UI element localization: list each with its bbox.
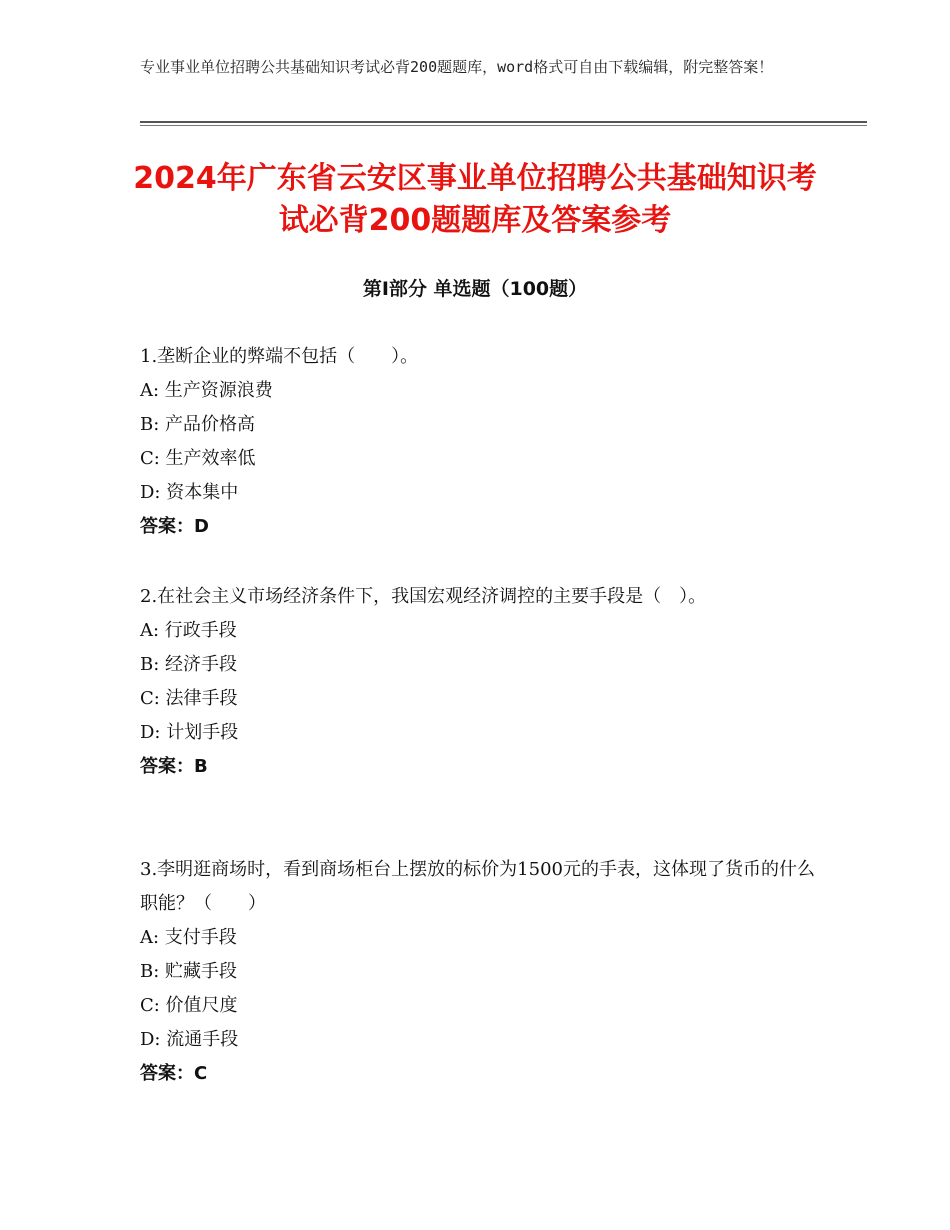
- option-c: C: 法律手段: [140, 688, 238, 709]
- question-block: [140, 340, 820, 544]
- header-divider-thick: [140, 121, 867, 123]
- option-c: C: 生产效率低: [140, 448, 256, 469]
- option-d: D: 计划手段: [140, 722, 239, 743]
- answer-line: 答案：B: [140, 756, 208, 777]
- option-a: A: 行政手段: [140, 620, 237, 641]
- option-a: A: 支付手段: [140, 927, 237, 948]
- question-stem: 1.垄断企业的弊端不包括（ ）。: [140, 346, 419, 367]
- document-title: 2024年广东省云安区事业单位招聘公共基础知识考试必背200题题库及答案参考: [133, 161, 817, 238]
- option-d: D: 资本集中: [140, 482, 239, 503]
- answer-line: 答案：C: [140, 1063, 208, 1084]
- question-block: [140, 853, 820, 1091]
- option-b: B: 产品价格高: [140, 414, 256, 435]
- option-c: C: 价值尺度: [140, 995, 238, 1016]
- question-block: [140, 580, 820, 784]
- option-b: B: 贮藏手段: [140, 961, 238, 982]
- answer-line: 答案：D: [140, 516, 209, 537]
- question-stem: 3.李明逛商场时，看到商场柜台上摆放的标价为1500元的手表，这体现了货币的什么职能？（ ）: [140, 859, 815, 914]
- header-divider-thin: [140, 125, 867, 126]
- option-a: A: 生产资源浪费: [140, 380, 273, 401]
- question-stem: 2.在社会主义市场经济条件下，我国宏观经济调控的主要手段是（ ）。: [140, 586, 707, 607]
- option-b: B: 经济手段: [140, 654, 238, 675]
- option-d: D: 流通手段: [140, 1029, 239, 1050]
- header-note: 专业事业单位招聘公共基础知识考试必背200题题库，word格式可自由下载编辑，附完整答案！: [140, 58, 774, 76]
- section-heading: 第Ⅰ部分 单选题（100题）: [362, 278, 588, 300]
